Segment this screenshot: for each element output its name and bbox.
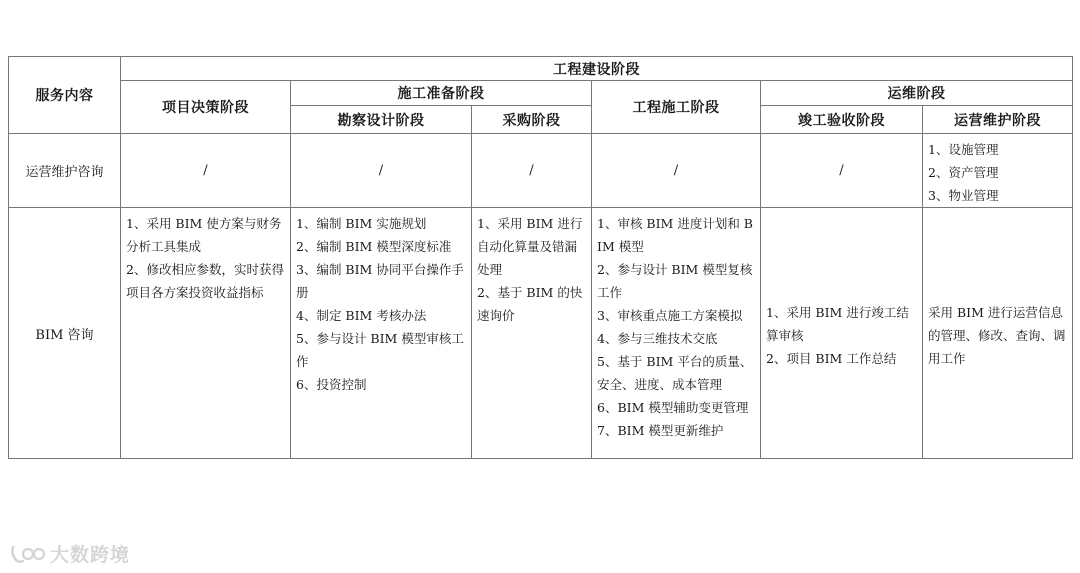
list-item: 2、基于 BIM 的快速询价 <box>477 285 583 323</box>
table-row <box>9 208 1073 459</box>
cell-completion <box>761 208 923 459</box>
phase-decision: 项目决策阶段 <box>121 81 291 134</box>
phase-construction: 工程施工阶段 <box>592 81 761 134</box>
list-item: 1、审核 BIM 进度计划和 BIM 模型 <box>597 216 753 254</box>
list-item: 4、制定 BIM 考核办法 <box>296 308 427 323</box>
cell-procurement <box>472 208 592 459</box>
phase-maintenance: 运营维护阶段 <box>923 106 1073 134</box>
cell-survey-design: / <box>291 134 472 208</box>
watermark-text: 大数跨境 <box>50 544 131 566</box>
list-item: 6、BIM 模型辅助变更管理 <box>597 400 749 415</box>
list-item: 5、参与设计 BIM 模型审核工作 <box>296 331 464 369</box>
cell-completion: / <box>761 134 923 208</box>
list-item: 5、基于 BIM 平台的质量、安全、进度、成本管理 <box>597 354 753 392</box>
list-item: 2、编制 BIM 模型深度标准 <box>296 239 452 254</box>
corner-header: 服务内容 <box>9 57 121 134</box>
cell-decision: / <box>121 134 291 208</box>
list-item: 1、采用 BIM 进行竣工结算审核 <box>766 304 909 343</box>
brand-logo-icon <box>10 543 46 565</box>
cell-maintenance <box>923 134 1073 208</box>
cell-construction: / <box>592 134 761 208</box>
row-label: 运营维护咨询 <box>9 134 121 208</box>
phase-survey-design: 勘察设计阶段 <box>291 106 472 134</box>
list-item: 7、BIM 模型更新维护 <box>597 423 724 438</box>
list-item: 3、物业管理 <box>928 188 999 203</box>
list-item: 1、采用 BIM 进行自动化算量及错漏处理 <box>477 216 583 277</box>
list-item: 1、采用 BIM 使方案与财务分析工具集成 <box>126 216 282 254</box>
phase-procurement: 采购阶段 <box>472 106 592 134</box>
table-row <box>9 134 1073 208</box>
list-item: 1、设施管理 <box>928 142 999 157</box>
list-item: 2、项目 BIM 工作总结 <box>766 350 897 366</box>
phase-completion: 竣工验收阶段 <box>761 106 923 134</box>
row-label: BIM 咨询 <box>9 208 121 459</box>
phase-construction-prep: 施工准备阶段 <box>291 81 592 106</box>
list-item: 2、修改相应参数，实时获得项目各方案投资收益指标 <box>126 262 284 300</box>
list-item: 4、参与三维技术交底 <box>597 331 718 346</box>
cell-decision <box>121 208 291 459</box>
cell-procurement: / <box>472 134 592 208</box>
list-item: 1、编制 BIM 实施规划 <box>296 216 427 231</box>
list-item: 3、编制 BIM 协同平台操作手册 <box>296 262 464 300</box>
phase-operation: 运维阶段 <box>761 81 1073 106</box>
list-item: 3、审核重点施工方案模拟 <box>597 308 743 323</box>
list-item: 2、参与设计 BIM 模型复核工作 <box>597 262 753 300</box>
list-item: 6、投资控制 <box>296 377 367 392</box>
cell-maintenance <box>923 208 1073 459</box>
cell-construction <box>592 208 761 459</box>
list-item: 2、资产管理 <box>928 165 999 180</box>
service-table <box>8 56 1073 459</box>
top-header: 工程建设阶段 <box>121 57 1073 81</box>
cell-survey-design <box>291 208 472 459</box>
list-item: 采用 BIM 进行运营信息的管理、修改、查询、调用工作 <box>928 304 1066 366</box>
watermark <box>10 540 130 567</box>
